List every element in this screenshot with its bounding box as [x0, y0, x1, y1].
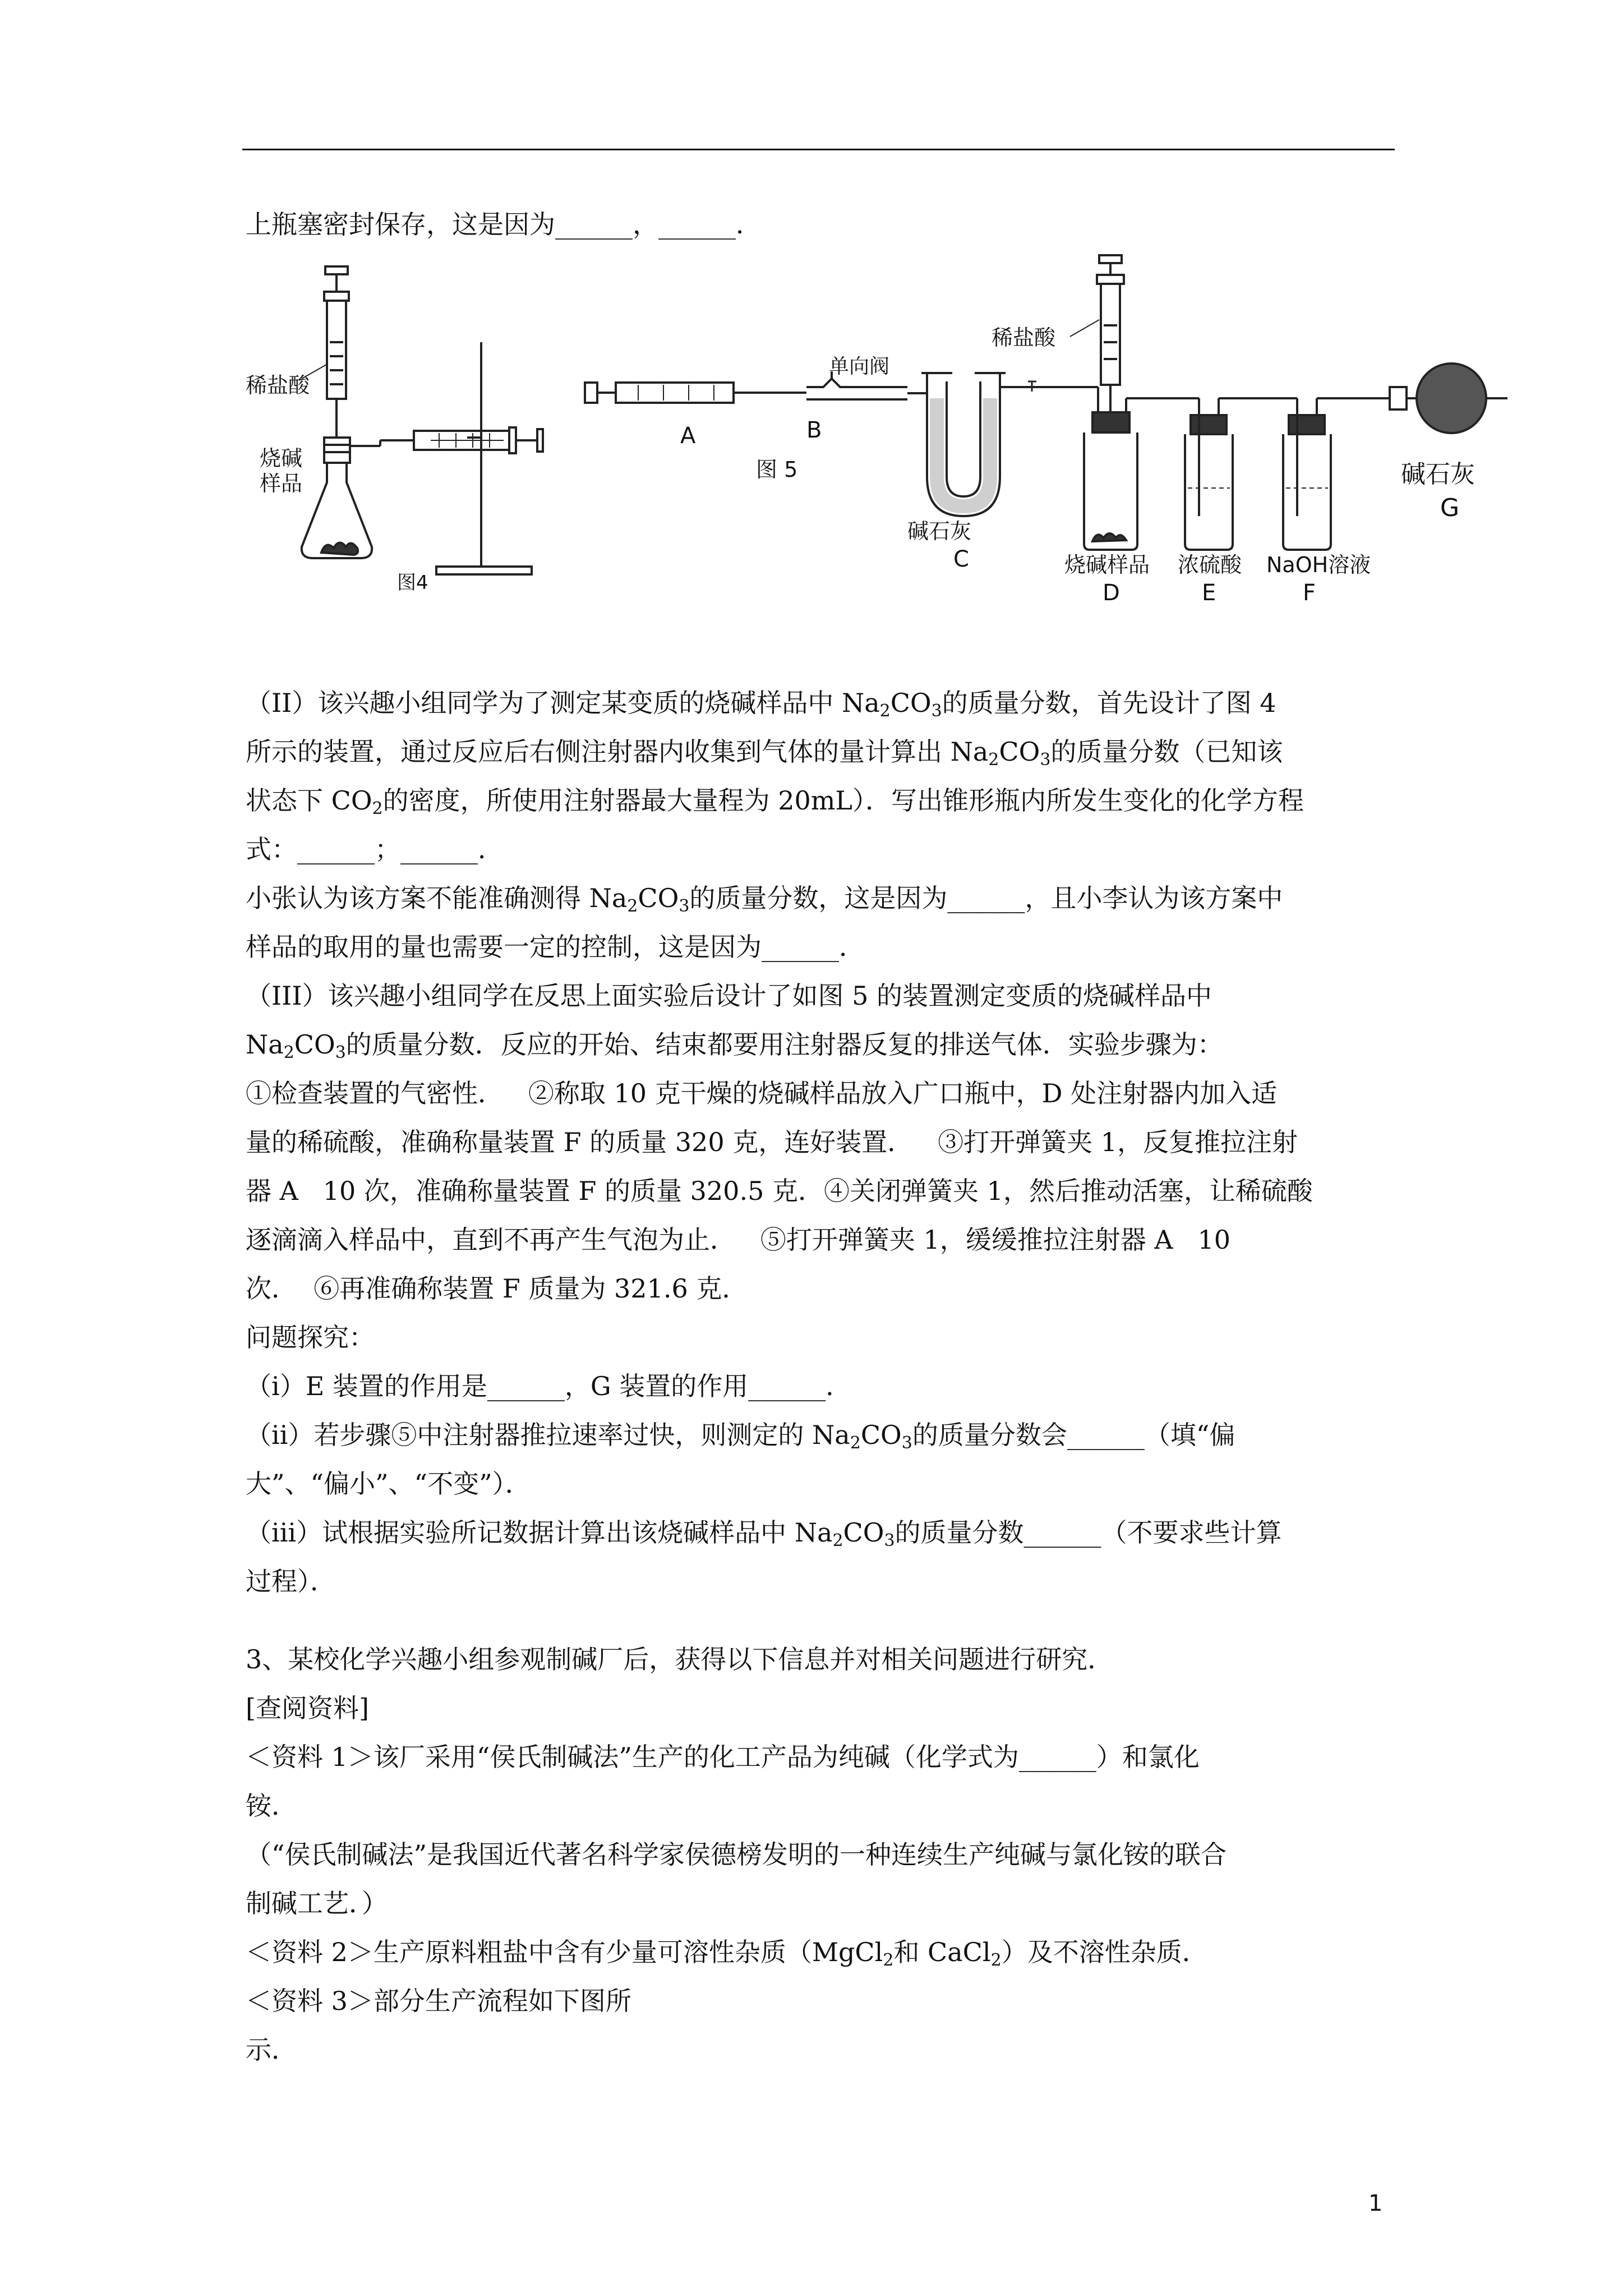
fig5-drying-tube-g — [1390, 364, 1507, 433]
fig5-valve-label: 单向阀 — [829, 355, 890, 378]
part3-line-3: ①检查装置的气密性． ②称取 10 克干燥的烧碱样品放入广口瓶中，D 处注射器内加入适 — [246, 1078, 1278, 1108]
fig5-label-a: A — [680, 423, 696, 449]
fig4-conical-flask — [302, 438, 372, 558]
fig5-bottle-d — [1084, 387, 1188, 550]
fig5-d-letter: D — [1103, 580, 1120, 600]
part3-line-4: 量的稀硫酸，准确称量装置 F 的质量 320 克，连好装置． ③打开弹簧夹 1，反复推拉注射 — [246, 1127, 1298, 1157]
part3-line-1: （III）该兴趣小组同学在反思上面实验后设计了如图 5 的装置测定变质的烧碱样品中 — [246, 981, 1212, 1011]
question-3-line-1: （iii）试根据实验所记数据计算出该烧碱样品中 $Na_2CO_3$的质量分数______（不要求些计算 — [246, 1517, 1282, 1550]
fig5-c-letter: C — [953, 546, 969, 572]
section3-ref2: ＜资料 2＞生产原料粗盐中含有少量可溶性杂质（MgCl$_2$和 CaCl$_2$）及不溶性杂质． — [246, 1937, 1208, 1970]
section3-ref3-line-1: ＜资料 3＞部分生产流程如下图所 — [246, 1986, 631, 2016]
fig4-dropping-syringe — [302, 266, 349, 440]
section3-ref-title: [查阅资料] — [246, 1693, 369, 1723]
question-2-line-1: （ii）若步骤⑤中注射器推拉速率过快，则测定的 $Na_2CO_3$的质量分数会______（填“偏 — [246, 1420, 1235, 1453]
fig4-iron-stand — [436, 342, 532, 574]
fig5-caption: 图 5 — [756, 457, 798, 482]
header-rule — [242, 149, 1395, 150]
section3-intro: 3、某校化学兴趣小组参观制碱厂后，获得以下信息并对相关问题进行研究． — [246, 1644, 1114, 1674]
fig4-sample-label-1: 烧碱 — [260, 446, 303, 471]
question-1: （i）E 装置的作用是______，G 装置的作用______． — [246, 1371, 852, 1401]
section3-note-line-2: 制碱工艺．） — [246, 1888, 388, 1918]
part3-line-2: $Na_2CO_3$的质量分数．反应的开始、结束都要用注射器反复的排送气体．实验步骤为： — [246, 1029, 1223, 1062]
fig5-e-name: 浓硫酸 — [1178, 553, 1242, 577]
fig5-e-letter: E — [1202, 580, 1216, 600]
part2-line-1: （II）该兴趣小组同学为了测定某变质的烧碱样品中 $Na_2CO_3$的质量分数，首先设计了图 4 — [246, 688, 1276, 721]
part3-line-5: 器 A 10 次，准确称量装置 F 的质量 320.5 克．④关闭弹簧夹 1，然后推动活塞，让稀硫酸 — [246, 1176, 1313, 1206]
part2-line-4: 式：______；______． — [246, 834, 504, 864]
continuation-line: 上瓶塞密封保存，这是因为______，______． — [246, 209, 762, 240]
fig4-acid-label: 稀盐酸 — [246, 373, 310, 398]
fig5-g-name: 碱石灰 — [1401, 460, 1475, 489]
fig4-sample-label-2: 样品 — [260, 471, 303, 496]
part2-line-3: 状态下 $CO_2$的密度，所使用注射器最大量程为 20mL）．写出锥形瓶内所发生变化的化学方程 — [246, 785, 1304, 818]
part3-line-7: 次． ⑥再准确称装置 F 质量为 321.6 克． — [246, 1273, 748, 1304]
section3-ref1-line-1: ＜资料 1＞该厂采用“侯氏制碱法”生产的化工产品为纯碱（化学式为______）和氯化 — [246, 1742, 1200, 1772]
fig5-d-name: 烧碱样品 — [1064, 553, 1150, 577]
fig5-syringe-a — [585, 383, 806, 403]
part2-line-2: 所示的装置，通过反应后右侧注射器内收集到气体的量计算出 $Na_2CO_3$的质量分数（已知该 — [246, 737, 1283, 770]
question-3-line-2: 过程）． — [246, 1566, 336, 1596]
part3-line-6: 逐滴滴入样品中，直到不再产生气泡为止． ⑤打开弹簧夹 1，缓缓推拉注射器 A 10 — [246, 1225, 1230, 1255]
section3-note-line-1: （“侯氏制碱法”是我国近代著名科学家侯德榜发明的一种连续生产纯碱与氯化铵的联合 — [246, 1839, 1227, 1870]
section3-ref3-line-2: 示． — [246, 2035, 297, 2065]
fig5-bottle-e — [1185, 398, 1283, 550]
fig4-caption: 图4 — [397, 572, 428, 594]
fig5-g-letter: G — [1440, 494, 1460, 522]
fig5-acid-label: 稀盐酸 — [992, 325, 1056, 350]
fig4-collecting-syringe — [414, 427, 543, 453]
part2-line-5: 小张认为该方案不能准确测得 $Na_2CO_3$的质量分数，这是因为______，且小李认为该方案中 — [246, 883, 1283, 916]
fig5-f-name: NaOH溶液 — [1266, 553, 1371, 577]
part2-line-6: 样品的取用的量也需要一定的控制，这是因为______． — [246, 932, 865, 962]
apparatus-figure — [246, 252, 1507, 600]
section3-ref1-line-2: 铵． — [246, 1791, 297, 1821]
question-2-line-2: 大”、“偏小”、“不变”）． — [246, 1469, 531, 1499]
fig5-bottle-f — [1283, 398, 1390, 550]
page-number: 1 — [1368, 2191, 1383, 2216]
fig5-label-b: B — [806, 417, 822, 443]
fig5-c-name: 碱石灰 — [907, 519, 972, 544]
fig4-delivery-tube — [350, 440, 414, 446]
questions-title: 问题探究： — [246, 1322, 375, 1352]
fig5-f-letter: F — [1303, 580, 1316, 600]
fig5-u-tube — [921, 373, 1087, 516]
